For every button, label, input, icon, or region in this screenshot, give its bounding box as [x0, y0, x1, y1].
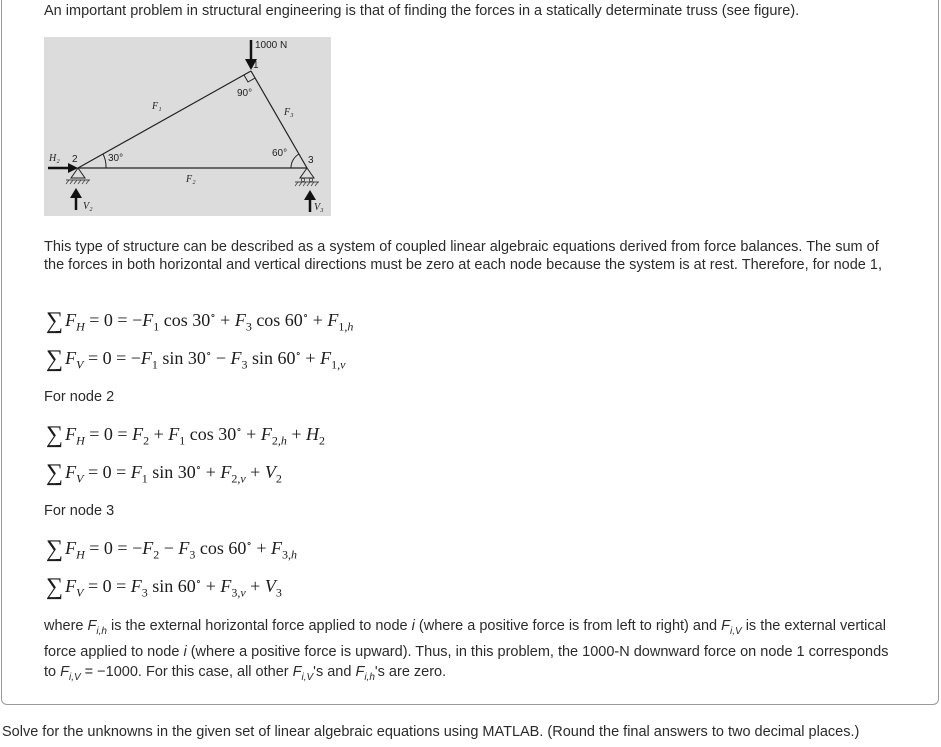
equation-node3-v: ∑ $F_V = 0 = F_3$ $\sin 60^\circ + F_{3,v} + V_3$ — [46, 574, 282, 600]
truss-diagram — [44, 37, 331, 216]
v3-arrow-head — [304, 190, 316, 200]
node3-label: For node 3 — [44, 503, 115, 519]
support-right — [300, 168, 314, 178]
equation-node1-h: ∑ $F_H = 0 = -F_1$ $\cos 30^\circ + F_3$ $\cos 60^\circ + F_{1,h}$ — [46, 308, 354, 334]
angle-arc-30 — [103, 154, 106, 168]
truss-figure — [44, 37, 331, 216]
equation-node1-v: ∑ $F_V = 0 = -F_1$ $\sin 30^\circ - F_3$ $\sin 60^\circ + F_{1,v}$ — [46, 346, 346, 372]
node2-label: For node 2 — [44, 389, 115, 405]
label-load: 1000 N — [255, 40, 288, 51]
task-text: Solve for the unknowns in the given set of linear algebraic equations using MATLAB. (Round the final answers to two decimal places.) — [2, 724, 860, 740]
label-node3: 3 — [308, 155, 314, 166]
equation-node2-h: ∑ $F_H = 0 = F_2 + F_1$ $\cos 30^\circ + F_{2,h} + H_2$ — [46, 422, 325, 448]
label-h2: H₂ — [49, 153, 60, 164]
label-angle-30: 30° — [108, 153, 124, 164]
where-text: where $F_{i,h}$ is the external horizontal force applied to node i (where a positive force is from left to right) and $F_{i,V}$ is the external vertical force applied to node i (where a positive force is upward). Thus, in this problem, the 1000-N downward force on node 1 corresponds to $F_{i,V} = -1000$. For this case, all other $F_{i,V}'s$ and $F_{i,h}'s$ are zero. — [44, 618, 889, 683]
label-angle-60: 60° — [272, 148, 288, 159]
v2-arrow-head — [70, 188, 82, 198]
equation-node3-h: ∑ $F_H = 0 = -F_2 - F_3$ $\cos 60^\circ + F_{3,h}$ — [46, 536, 297, 562]
label-node2: 2 — [72, 154, 78, 165]
label-f1: F₁ — [152, 101, 162, 112]
label-v2: V₂ — [83, 201, 93, 212]
intro-text: An important problem in structural engineering is that of finding the forces in a statically determinate truss (see figure). — [44, 3, 800, 19]
angle-arc-60 — [291, 154, 299, 168]
label-f2: F₂ — [186, 174, 196, 185]
label-f3: F₃ — [284, 107, 294, 118]
label-angle-90: 90° — [237, 88, 253, 99]
description-text: This type of structure can be described as a system of coupled linear algebraic equations derived from force balances. The sum of the forces in both horizontal and vertical directions must be zero at each node because the system is at rest. Therefore, for node 1, — [44, 239, 882, 273]
member-f1 — [78, 71, 251, 168]
equation-node2-v: ∑ $F_V = 0 = F_1$ $\sin 30^\circ + F_{2,v} + V_2$ — [46, 460, 282, 486]
label-node1: 1 — [253, 60, 259, 71]
label-v3: V₃ — [314, 202, 324, 213]
